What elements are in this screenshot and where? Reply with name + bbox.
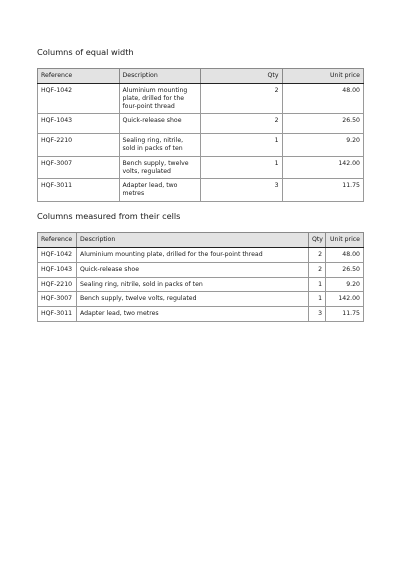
table-row: [38, 84, 364, 114]
cell-description: Aluminium mounting plate, drilled for the four-point thread: [77, 248, 309, 263]
section-title-measured-columns: Columns measured from their cells: [37, 211, 181, 221]
cell-reference: HQF-3007: [38, 292, 77, 307]
cell-unit-price: 48.00: [282, 84, 364, 114]
table-row: [38, 307, 364, 322]
cell-unit-price: 142.00: [282, 156, 364, 179]
cell-unit-price: 26.50: [282, 114, 364, 134]
cell-description: Bench supply, twelve volts, regulated: [77, 292, 309, 307]
cell-qty: 2: [309, 248, 326, 263]
cell-description: Adapter lead, two metres: [119, 179, 201, 202]
cell-unit-price: 11.75: [326, 307, 364, 322]
cell-qty: 1: [201, 134, 283, 157]
cell-reference: HQF-3007: [38, 156, 120, 179]
cell-reference: HQF-2210: [38, 277, 77, 292]
cell-unit-price: 142.00: [326, 292, 364, 307]
header-qty: Qty: [309, 233, 326, 248]
cell-reference: HQF-3011: [38, 307, 77, 322]
cell-reference: HQF-1042: [38, 84, 120, 114]
cell-unit-price: 9.20: [326, 277, 364, 292]
header-unit-price: Unit price: [282, 69, 364, 84]
cell-description: Adapter lead, two metres: [77, 307, 309, 322]
table-row: [38, 114, 364, 134]
cell-qty: 1: [309, 292, 326, 307]
cell-qty: 2: [309, 262, 326, 277]
cell-unit-price: 26.50: [326, 262, 364, 277]
cell-reference: HQF-2210: [38, 134, 120, 157]
table-row: [38, 248, 364, 263]
cell-qty: 2: [201, 84, 283, 114]
cell-unit-price: 9.20: [282, 134, 364, 157]
cell-description: Sealing ring, nitrile, sold in packs of ten: [77, 277, 309, 292]
cell-qty: 3: [201, 179, 283, 202]
header-description: Description: [119, 69, 201, 84]
table-equal-width: [37, 68, 364, 202]
cell-unit-price: 48.00: [326, 248, 364, 263]
cell-description: Aluminium mounting plate, drilled for the four-point thread: [119, 84, 201, 114]
cell-qty: 1: [309, 277, 326, 292]
cell-description: Sealing ring, nitrile, sold in packs of ten: [119, 134, 201, 157]
cell-description: Quick-release shoe: [77, 262, 309, 277]
section-title-equal-width: Columns of equal width: [37, 47, 134, 57]
header-reference: Reference: [38, 233, 77, 248]
cell-reference: HQF-1043: [38, 262, 77, 277]
cell-qty: 3: [309, 307, 326, 322]
cell-reference: HQF-1043: [38, 114, 120, 134]
cell-reference: HQF-1042: [38, 248, 77, 263]
cell-reference: HQF-3011: [38, 179, 120, 202]
table-row: [38, 292, 364, 307]
table-row: [38, 262, 364, 277]
cell-description: Quick-release shoe: [119, 114, 201, 134]
header-reference: Reference: [38, 69, 120, 84]
cell-unit-price: 11.75: [282, 179, 364, 202]
cell-description: Bench supply, twelve volts, regulated: [119, 156, 201, 179]
header-description: Description: [77, 233, 309, 248]
table-header-row: [38, 233, 364, 248]
table-row: [38, 179, 364, 202]
header-qty: Qty: [201, 69, 283, 84]
cell-qty: 2: [201, 114, 283, 134]
cell-qty: 1: [201, 156, 283, 179]
table-row: [38, 156, 364, 179]
table-measured-columns: [37, 232, 364, 322]
table-row: [38, 277, 364, 292]
table-row: [38, 134, 364, 157]
table-header-row: [38, 69, 364, 84]
header-unit-price: Unit price: [326, 233, 364, 248]
